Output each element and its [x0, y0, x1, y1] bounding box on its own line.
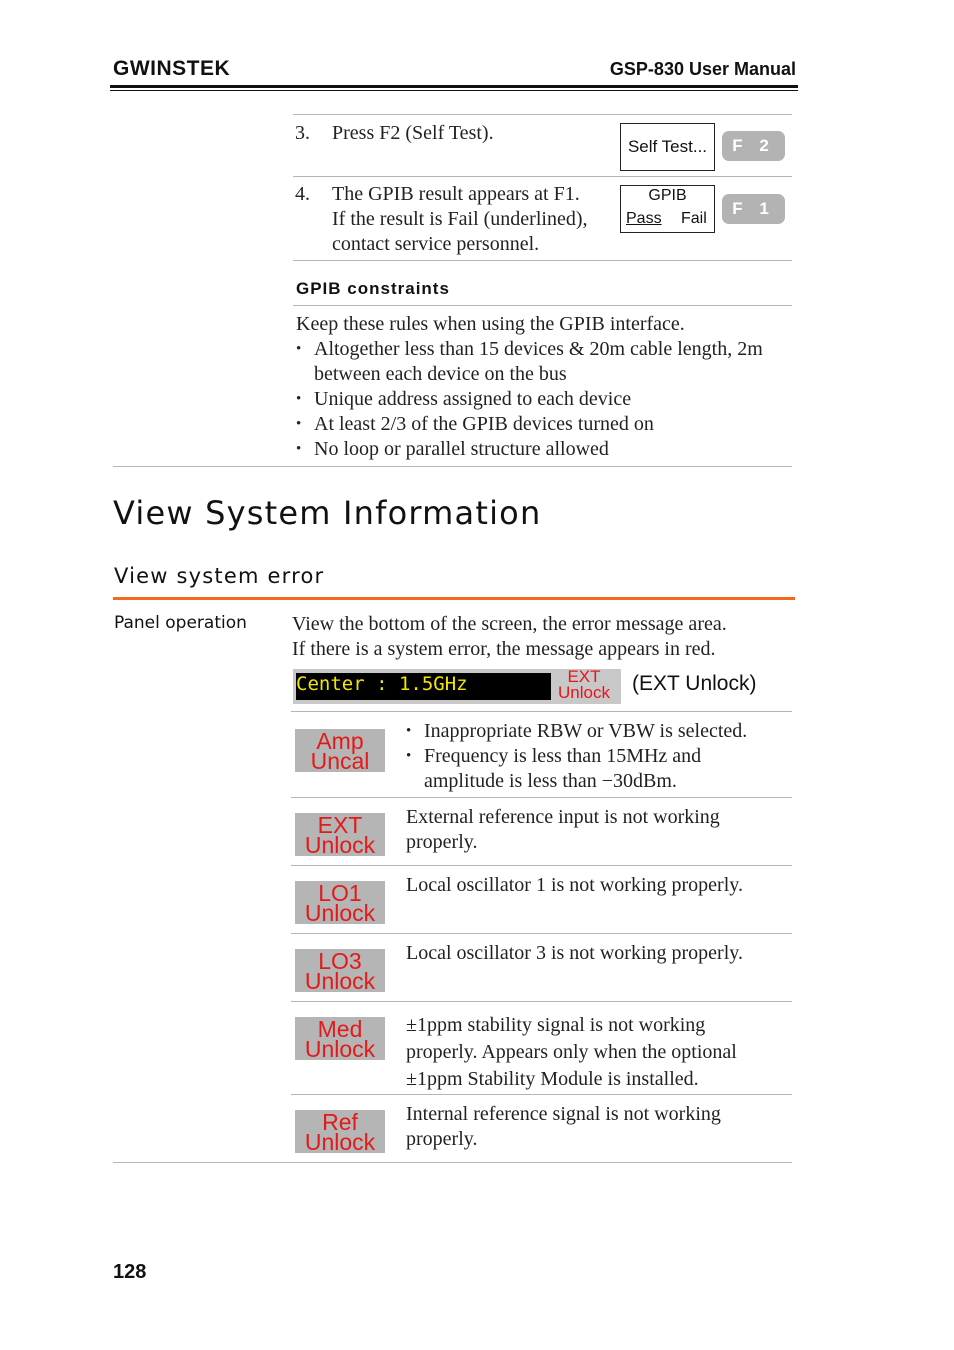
- badge-line: Unlock: [304, 1129, 376, 1155]
- divider: [291, 865, 792, 866]
- header-rule: [110, 85, 798, 88]
- panel-text-line: View the bottom of the screen, the error message area.: [292, 613, 727, 635]
- gpib-constraints-body: [296, 312, 776, 462]
- amp-uncal-list: [406, 719, 786, 794]
- ext-unlock-badge: [295, 813, 385, 856]
- divider: [291, 711, 792, 712]
- list-item: • Frequency is less than 15MHz and amplitude is less than −30dBm.: [406, 744, 776, 794]
- divider: [291, 1094, 792, 1095]
- list-item: • Altogether less than 15 devices & 20m cable length, 2m between each device on the bus: [296, 337, 776, 387]
- gpib-fail-option: Fail: [681, 210, 707, 227]
- ext-unlock-description: External reference input is not working properly.: [406, 806, 720, 853]
- divider: [113, 1162, 792, 1163]
- badge-line: EXT: [317, 812, 363, 838]
- section-title: View System Information: [113, 494, 542, 532]
- divider: [293, 176, 792, 177]
- divider: [293, 305, 792, 306]
- step-4-line: contact service personnel.: [332, 233, 540, 255]
- list-item: • Inappropriate RBW or VBW is selected.: [406, 719, 786, 744]
- step-4-line: If the result is Fail (underlined),: [332, 208, 588, 230]
- divider: [293, 260, 792, 261]
- gpib-constraints-list: [296, 337, 776, 462]
- gpib-softkey-title: GPIB: [648, 187, 687, 204]
- center-frequency-readout: Center : 1.5GHz: [296, 673, 468, 695]
- badge-line: Unlock: [304, 900, 376, 926]
- divider: [293, 114, 792, 115]
- gpib-constraints-heading: GPIB constraints: [296, 279, 450, 298]
- lo3-unlock-description: Local oscillator 3 is not working properly.: [406, 942, 743, 964]
- panel-operation-label: Panel operation: [114, 613, 247, 633]
- med-unlock-description: ±1ppm stability signal is not working properly. Appears only when the optional ±1ppm Stability Module is installed.: [406, 1014, 737, 1090]
- f2-key: F 2: [722, 131, 785, 161]
- badge-line: LO3: [318, 948, 362, 974]
- badge-line: Med: [317, 1016, 363, 1042]
- screen-status-line: Unlock: [558, 683, 610, 702]
- lo1-unlock-badge: [295, 881, 385, 924]
- divider: [291, 933, 792, 934]
- lo1-unlock-description: Local oscillator 1 is not working properly.: [406, 874, 743, 896]
- screen-status-line: EXT: [567, 667, 601, 686]
- gpib-constraints-intro: Keep these rules when using the GPIB interface.: [296, 313, 685, 335]
- brand-logo: GWINSTEK: [113, 57, 231, 80]
- page-number: 128: [113, 1261, 147, 1283]
- amp-uncal-badge: [295, 729, 385, 772]
- header-rule-thin: [110, 90, 798, 91]
- gpib-softkey: [620, 185, 715, 233]
- screen-error-status: [552, 669, 616, 701]
- step-3-text: Press F2 (Self Test).: [332, 122, 494, 144]
- amp-uncal-description: [406, 719, 786, 794]
- ref-unlock-badge: [295, 1110, 385, 1153]
- badge-line: LO1: [318, 880, 362, 906]
- list-item: • Unique address assigned to each device: [296, 387, 776, 412]
- lo3-unlock-badge: [295, 949, 385, 992]
- list-item: • At least 2/3 of the GPIB devices turned on: [296, 412, 776, 437]
- badge-line: Unlock: [304, 832, 376, 858]
- ext-unlock-note: (EXT Unlock): [632, 672, 757, 695]
- subsection-title: View system error: [114, 564, 325, 588]
- self-test-softkey: Self Test...: [620, 123, 715, 171]
- step-4-line: The GPIB result appears at F1.: [332, 183, 580, 205]
- badge-line: Ref: [322, 1109, 358, 1135]
- badge-line: Amp: [316, 728, 364, 754]
- step-3-number: 3.: [295, 122, 310, 144]
- f1-key: F 1: [722, 194, 785, 224]
- screen-message-strip: [293, 669, 621, 704]
- badge-line: Uncal: [310, 748, 370, 774]
- step-4-number: 4.: [295, 183, 310, 205]
- med-unlock-badge: [295, 1017, 385, 1060]
- divider: [291, 1001, 792, 1002]
- panel-text-line: If there is a system error, the message appears in red.: [292, 638, 716, 660]
- badge-line: Unlock: [304, 968, 376, 994]
- badge-line: Unlock: [304, 1036, 376, 1062]
- divider: [113, 466, 792, 467]
- ref-unlock-description: Internal reference signal is not working properly.: [406, 1103, 721, 1150]
- step-4-text: [332, 182, 588, 257]
- manual-title: GSP-830 User Manual: [609, 59, 796, 79]
- orange-rule: [113, 597, 795, 600]
- gpib-pass-option: Pass: [626, 210, 662, 227]
- divider: [291, 797, 792, 798]
- list-item: • No loop or parallel structure allowed: [296, 437, 776, 462]
- panel-operation-text: [292, 612, 787, 662]
